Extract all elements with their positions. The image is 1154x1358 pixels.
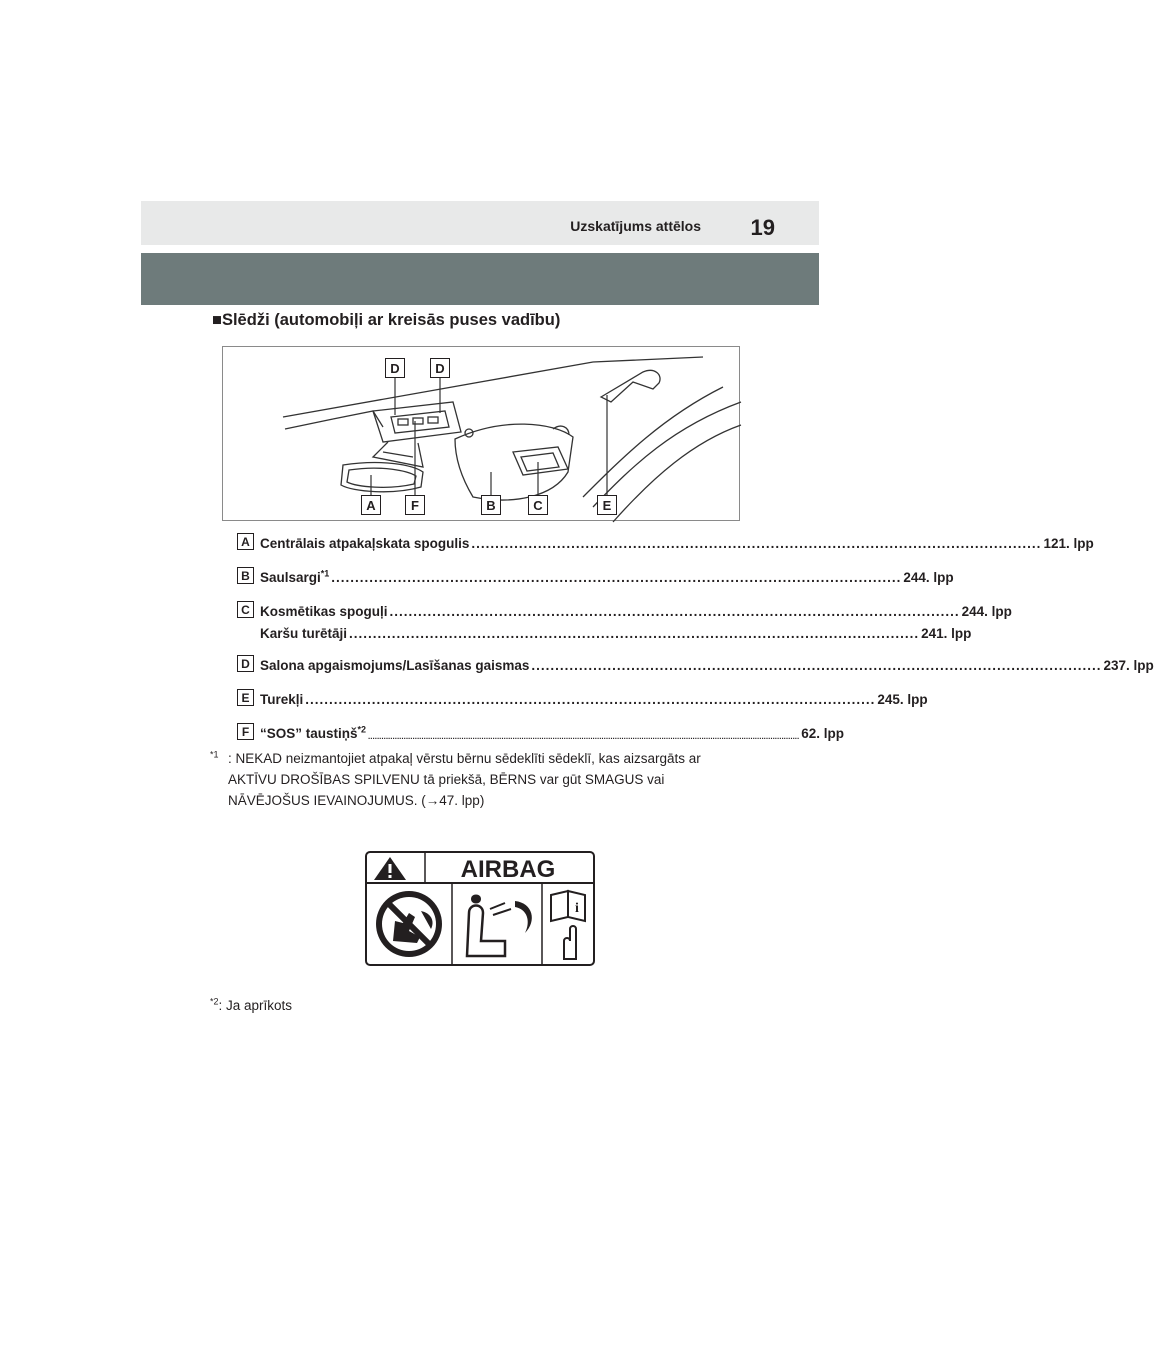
leader-dots: ........................................................................................................................ [349, 626, 920, 641]
item-page-ref-secondary[interactable]: 241. lpp [921, 626, 972, 641]
header-band [141, 253, 819, 305]
airbag-warning-label [365, 851, 595, 966]
item-label-secondary: Karšu turētāji [260, 626, 348, 641]
item-page-ref[interactable]: 237. lpp [1103, 658, 1154, 673]
item-line [260, 533, 1094, 551]
section-marker: ■ [212, 311, 222, 329]
callout-d-left: D [385, 358, 405, 378]
item-page-ref[interactable]: 245. lpp [877, 692, 928, 707]
item-badge: C [237, 601, 254, 618]
callout-a: A [361, 495, 381, 515]
item-badge: E [237, 689, 254, 706]
airbag-title: AIRBAG [460, 856, 556, 883]
section-title: Slēdži (automobiļi ar kreisās puses vadību) [221, 311, 561, 329]
item-label: Salona apgaismojums/Lasīšanas gaismas [260, 658, 530, 673]
footnote-text: : NEKAD neizmantojiet atpakaļ vērstu bērnu sēdeklīti sēdeklī, kas aizsargāts ar AKTĪVU DROŠĪBAS SPILVENU tā priekšā, BĒRNS var gūt SMAGUS vai NĀVĒJOŠUS IEVAINOJUMUS. (→47. lpp) [228, 751, 701, 808]
item-label: Centrālais atpakaļskata spogulis [260, 536, 470, 551]
callout-d-right: D [430, 358, 450, 378]
section-heading [212, 311, 560, 330]
item-page-ref[interactable]: 121. lpp [1043, 536, 1094, 551]
item-badge: D [237, 655, 254, 672]
airbag-label-graphic [365, 851, 595, 966]
list-item [237, 655, 1154, 689]
footnote-mark: *2 [357, 724, 367, 735]
item-line [260, 723, 845, 741]
item-line-secondary [260, 623, 972, 641]
header-title: Uzskatījums attēlos [570, 218, 701, 234]
leader-dots: ........................................................................................................................ [531, 658, 1102, 673]
item-page-ref[interactable]: 244. lpp [961, 604, 1012, 619]
callout-f: F [405, 495, 425, 515]
list-item [237, 689, 928, 723]
footnote-1 [210, 748, 730, 811]
item-page-ref[interactable]: 62. lpp [801, 726, 845, 741]
leader-dots: ........................................................................................................................ [305, 692, 876, 707]
footnote-mark: *1 [210, 749, 219, 760]
callout-b: B [481, 495, 501, 515]
item-line [260, 601, 1012, 619]
leader-dots: ........................................................................................................................ [471, 536, 1042, 551]
list-item [237, 601, 1012, 655]
item-label: “SOS” taustiņš$^{*2}$ [260, 724, 367, 741]
page-number: 19 [750, 215, 775, 240]
item-line [260, 567, 954, 585]
footnote-mark: *2 [210, 996, 219, 1007]
item-line [260, 655, 1154, 673]
footnote-text: : Ja aprīkots [218, 998, 293, 1013]
callout-c: C [528, 495, 548, 515]
footnote-2 [210, 998, 292, 1013]
callout-e: E [597, 495, 617, 515]
item-line [260, 689, 928, 707]
item-label: Turekļi [260, 692, 304, 707]
leader-dots: ........................................................................................................................ [331, 570, 902, 585]
list-item [237, 567, 954, 601]
item-page-ref[interactable]: 244. lpp [903, 570, 954, 585]
leader-dots: .................................................................................................................................................................................................. [368, 732, 800, 741]
info-letter: i [575, 901, 579, 916]
item-badge: B [237, 567, 254, 584]
overhead-console-figure [222, 346, 740, 521]
item-label: Saulsargi$^{*1}$ [260, 568, 330, 585]
component-list [237, 533, 1154, 757]
list-item [237, 533, 1094, 567]
item-label: Kosmētikas spoguļi [260, 604, 388, 619]
leader-dots: ........................................................................................................................ [389, 604, 960, 619]
item-badge: F [237, 723, 254, 740]
item-badge: A [237, 533, 254, 550]
page-header [141, 201, 819, 245]
footnote-mark: *1 [320, 568, 330, 579]
